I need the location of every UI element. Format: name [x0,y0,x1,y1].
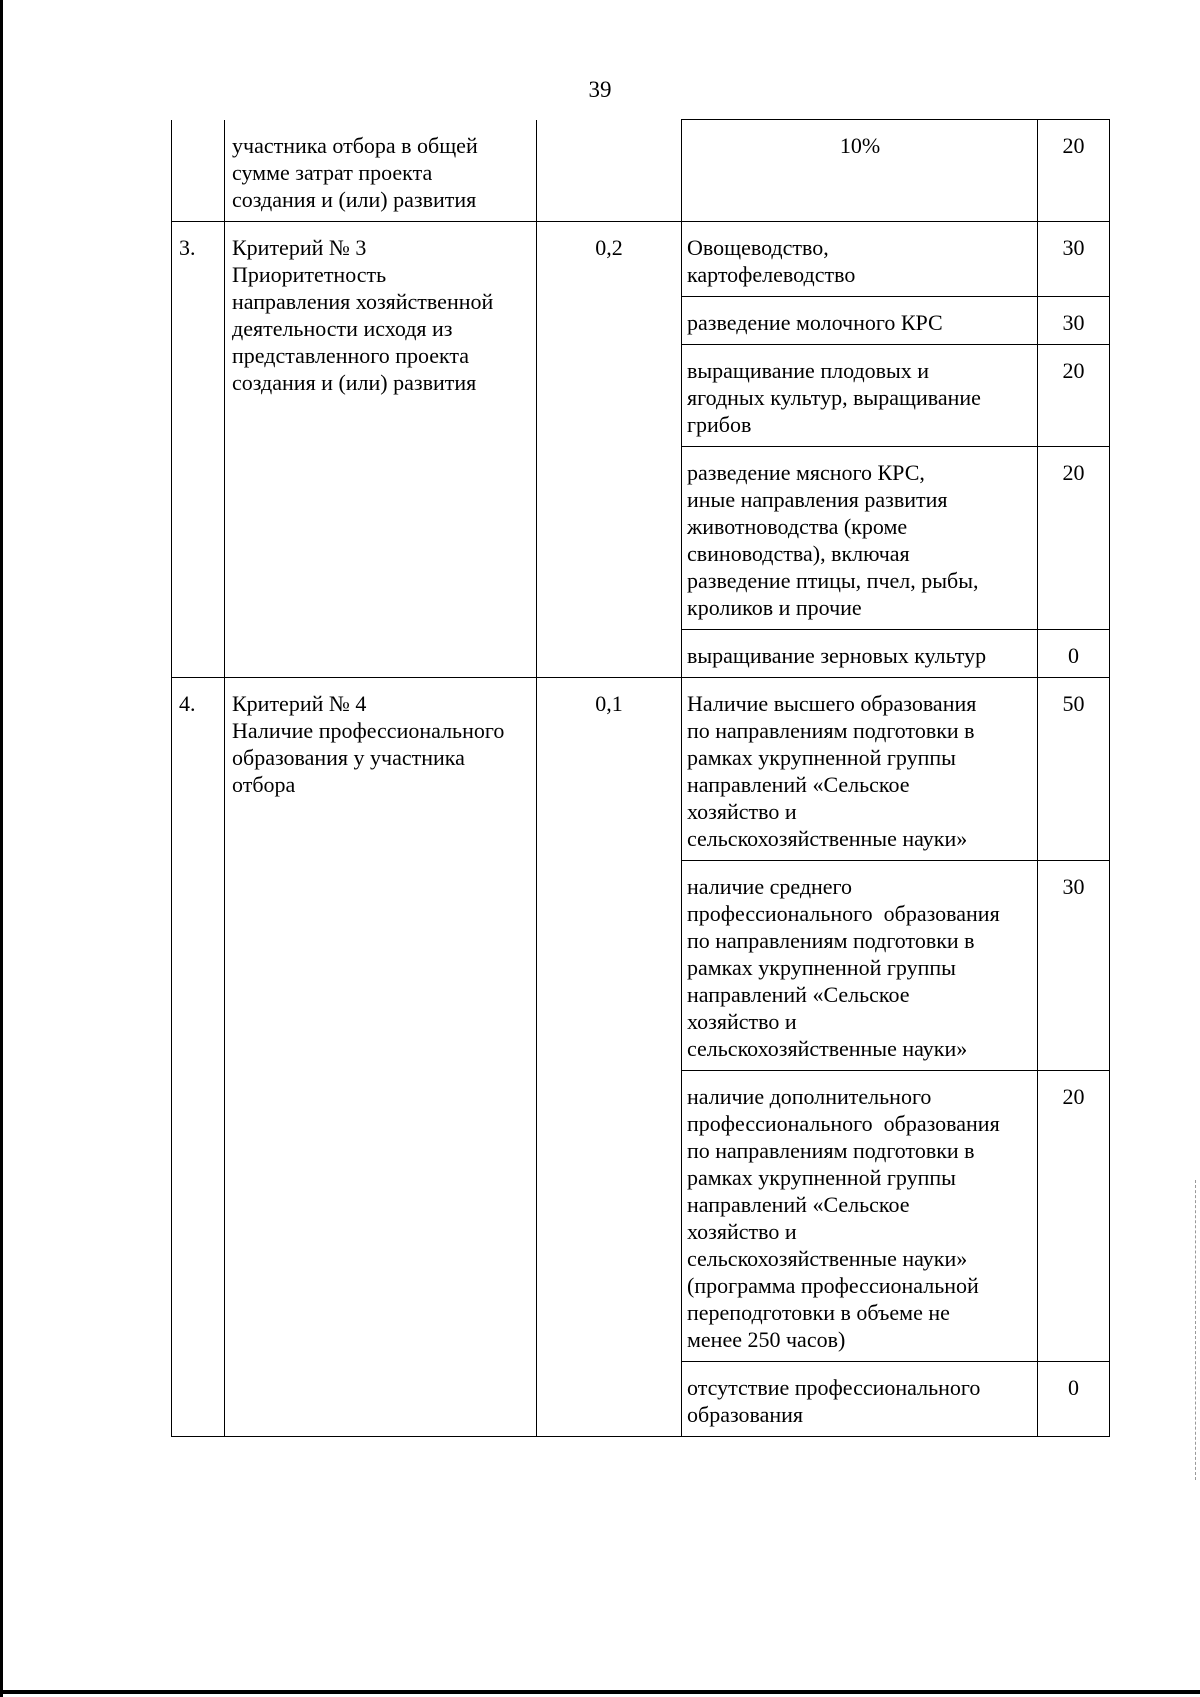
value-line: по направлениям подготовки в [687,1137,975,1163]
criterion-name-line: создания и (или) развития [232,369,477,395]
score-text: 20 [1062,1083,1085,1109]
criterion-weight: 0,2 [595,234,623,260]
score-text: 0 [1068,642,1079,668]
score-text: 50 [1062,690,1085,716]
score-text: 20 [1062,357,1085,383]
score-text: 20 [1062,133,1085,158]
value-line: разведение птицы, пчел, рыбы, [687,567,979,593]
scan-edge-right [1195,1180,1197,1480]
cell-value [682,221,1038,296]
value-line: образования [687,1401,804,1427]
value-line: животноводства (кроме [687,513,908,539]
value-line: выращивание плодовых и [687,357,930,383]
page-number: 39 [588,77,612,102]
value-line: по направлениям подготовки в [687,927,975,953]
cell-score [1038,860,1110,1070]
cell-weight [537,677,682,1436]
score-text: 0 [1068,1374,1079,1400]
value-line: иные направления развития [687,486,948,512]
criterion-name-line: Наличие профессионального [232,717,505,743]
criteria-table [171,119,1110,1437]
score-text: 20 [1062,459,1085,485]
cell-score [1038,629,1110,677]
value-line: грибов [687,411,752,437]
value-line: переподготовки в объеме не [687,1299,950,1325]
cell-score [1038,221,1110,296]
criterion-name-line: участника отбора в общей [232,132,478,158]
cell-score [1038,120,1110,222]
cell-score [1038,446,1110,629]
value-line: хозяйство и [687,798,797,824]
value-line: разведение мясного КРС, [687,459,925,485]
criterion-name-line: направления хозяйственной [232,288,494,314]
criterion-number: 4. [179,690,196,716]
cell-weight [537,120,682,222]
cell-value [682,860,1038,1070]
score-text: 30 [1062,873,1085,899]
value-line: кроликов и прочие [687,594,862,620]
cell-value [682,296,1038,344]
value-line: отсутствие профессионального [687,1374,981,1400]
criterion-name-line: сумме затрат проекта [232,159,433,185]
table-row-continuation [172,120,1110,222]
cell-value [682,344,1038,446]
cell-value [682,446,1038,629]
value-line: сельскохозяйственные науки» [687,1245,968,1271]
value-line: Наличие высшего образования [687,690,977,716]
criterion-weight: 0,1 [595,690,623,716]
value-line: (программа профессиональной [687,1272,979,1298]
cell-score [1038,677,1110,860]
value-line: направлений «Сельское [687,981,910,1007]
criterion-name-line: Критерий № 4 [232,690,367,716]
cell-value [682,1361,1038,1436]
value-line: хозяйство и [687,1218,797,1244]
cell-score [1038,1070,1110,1361]
value-line: Овощеводство, [687,234,829,260]
value-line: направлений «Сельское [687,771,910,797]
value-line: ягодных культур, выращивание [687,384,981,410]
value-line: рамках укрупненной группы [687,954,956,980]
cell-num [172,677,225,1436]
value-line: разведение молочного КРС [687,309,943,335]
criterion-number: 3. [179,234,196,260]
cell-num [172,221,225,677]
cell-score [1038,344,1110,446]
criterion-name-line: создания и (или) развития [232,186,477,212]
value-line: направлений «Сельское [687,1191,910,1217]
value-line: наличие дополнительного [687,1083,932,1109]
value-line: наличие среднего [687,873,853,899]
table-row-criterion-4 [172,677,1110,860]
cell-value [682,677,1038,860]
value-line: рамках укрупненной группы [687,744,956,770]
criterion-name-line: образования у участника [232,744,465,770]
score-text: 30 [1062,309,1085,335]
value-line: картофелеводство [687,261,856,287]
cell-score [1038,1361,1110,1436]
scan-edge-bottom [0,1690,1200,1694]
value-line: профессионального образования [687,1110,1000,1136]
criterion-name-line: Критерий № 3 [232,234,367,260]
value-line: по направлениям подготовки в [687,717,975,743]
value-text: 10% [839,133,881,158]
cell-value [682,629,1038,677]
value-line: свиноводства), включая [687,540,910,566]
value-line: хозяйство и [687,1008,797,1034]
criterion-name-line: представленного проекта [232,342,470,368]
cell-value [682,120,1038,222]
table-row-criterion-3 [172,221,1110,296]
cell-criterion-name [225,120,537,222]
value-line: выращивание зерновых культур [687,642,987,668]
criterion-name-line: деятельности исходя из [232,315,453,341]
scan-edge-left [0,0,3,1697]
cell-criterion-name [225,221,537,677]
criterion-name-line: Приоритетность [232,261,387,287]
criterion-name-line: отбора [232,771,296,797]
value-line: профессионального образования [687,900,1000,926]
cell-weight [537,221,682,677]
value-line: рамках укрупненной группы [687,1164,956,1190]
cell-score [1038,296,1110,344]
cell-num [172,120,225,222]
cell-criterion-name [225,677,537,1436]
score-text: 30 [1062,234,1085,260]
value-line: менее 250 часов) [687,1326,846,1352]
cell-value [682,1070,1038,1361]
value-line: сельскохозяйственные науки» [687,825,968,851]
value-line: сельскохозяйственные науки» [687,1035,968,1061]
